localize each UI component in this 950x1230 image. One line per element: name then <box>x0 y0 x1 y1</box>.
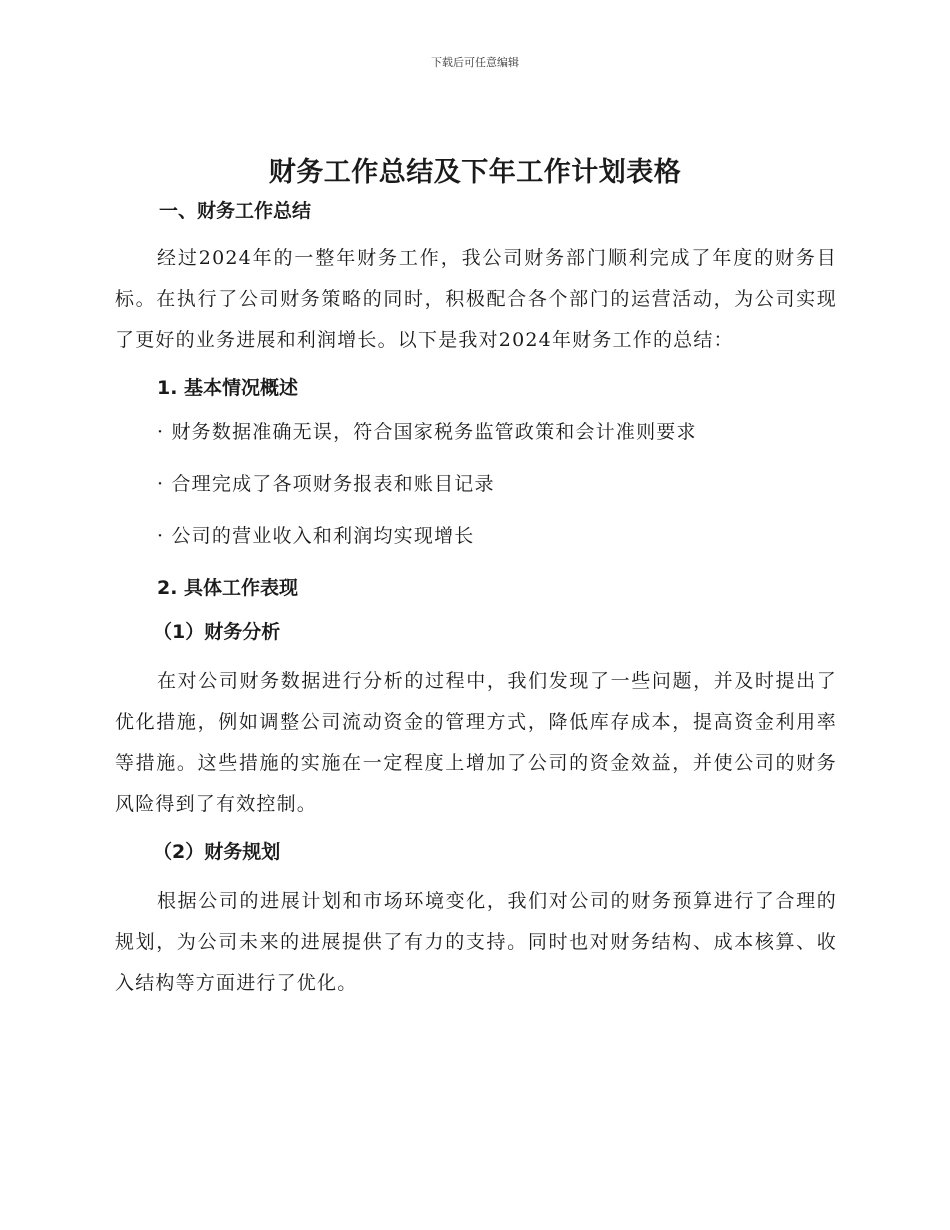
bullet-item: · 合理完成了各项财务报表和账目记录 <box>157 473 495 495</box>
bullet-item: · 财务数据准确无误，符合国家税务监管政策和会计准则要求 <box>157 421 697 443</box>
bullet-item: · 公司的营业收入和利润均实现增长 <box>157 525 475 547</box>
analysis-paragraph: 在对公司财务数据进行分析的过程中，我们发现了一些问题，并及时提出了优化措施，例如调整公司流动资金的管理方式，降低库存成本，提高资金利用率等措施。这些措施的实施在一定程度上增加了公司的资金效益，并使公司的财务风险得到了有效控制。 <box>115 670 837 815</box>
section-heading: 一、财务工作总结 <box>159 200 312 222</box>
subsection-heading-overview: 1. 基本情况概述 <box>157 377 299 399</box>
planning-paragraph: 根据公司的进展计划和市场环境变化，我们对公司的财务预算进行了合理的规划，为公司未来的进展提供了有力的支持。同时也对财务结构、成本核算、收入结构等方面进行了优化。 <box>115 890 837 994</box>
header-note: 下载后可任意编辑 <box>431 56 519 69</box>
document-title: 财务工作总结及下年工作计划表格 <box>268 157 682 188</box>
intro-paragraph: 经过2024年的一整年财务工作，我公司财务部门顺利完成了年度的财务目标。在执行了公司财务策略的同时，积极配合各个部门的运营活动，为公司实现了更好的业务进展和利润增长。以下是我对2024年财务工作的总结： <box>115 247 837 351</box>
part-heading-analysis: （1）财务分析 <box>153 621 281 643</box>
part-heading-planning: （2）财务规划 <box>153 841 281 863</box>
document-body <box>115 196 837 1016</box>
subsection-heading-performance: 2. 具体工作表现 <box>157 577 299 599</box>
